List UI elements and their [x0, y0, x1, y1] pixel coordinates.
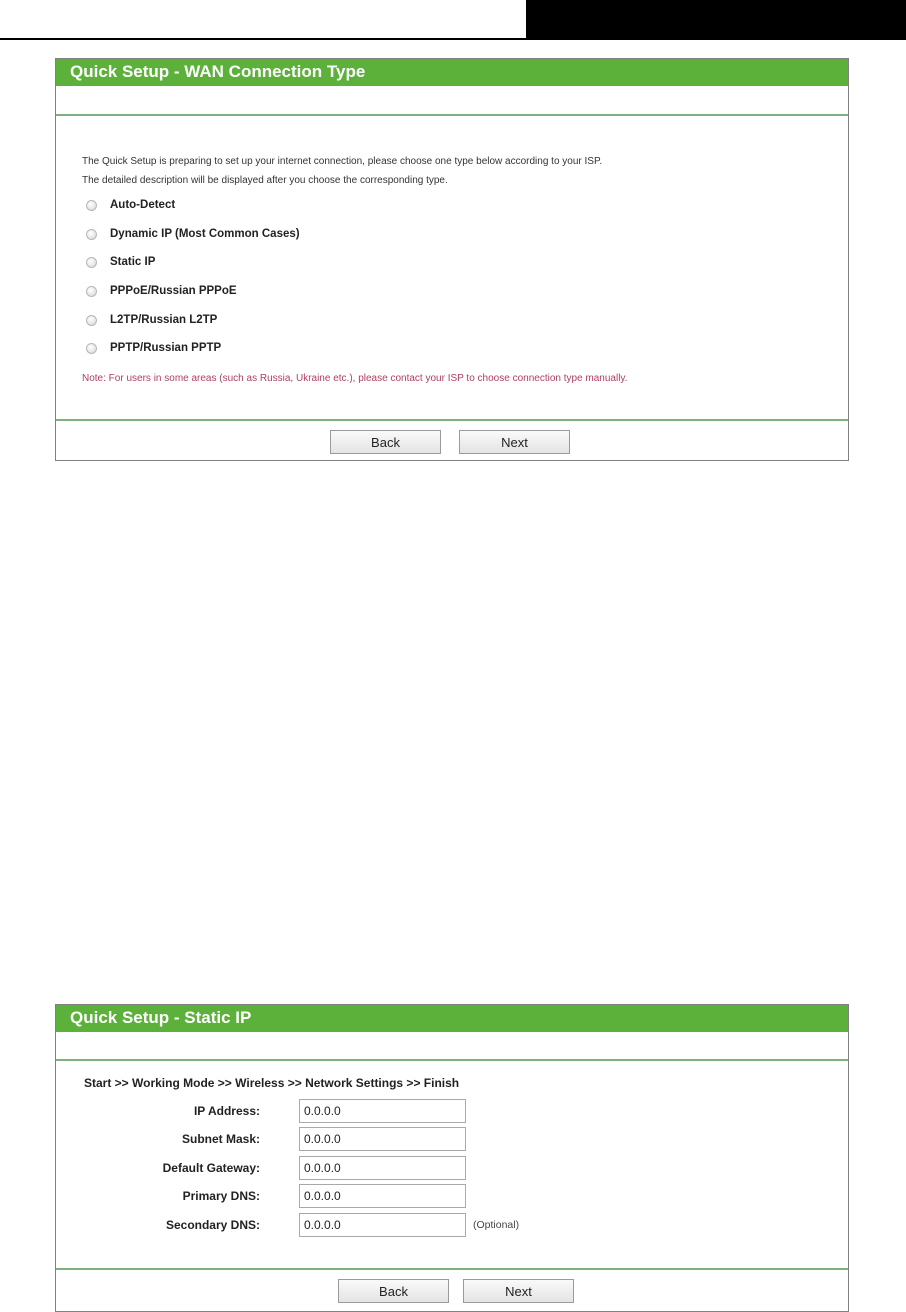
subnet-mask-label: Subnet Mask: — [181, 1132, 260, 1146]
wan-note: Note: For users in some areas (such as Russia, Ukraine etc.), please contact your ISP to choose connection type manually. — [82, 373, 628, 384]
wan-connection-panel — [55, 58, 849, 461]
option-pptp[interactable] — [86, 338, 221, 358]
static-bottom-separator — [56, 1268, 848, 1270]
secondary-dns-input[interactable] — [299, 1213, 466, 1237]
static-ip-panel — [55, 1004, 849, 1312]
primary-dns-input[interactable] — [299, 1184, 466, 1208]
radio-pptp[interactable] — [86, 343, 97, 354]
option-l2tp[interactable] — [86, 310, 217, 330]
next-button[interactable]: Next — [463, 1279, 574, 1303]
radio-l2tp[interactable] — [86, 315, 97, 326]
option-label: PPPoE/Russian PPPoE — [110, 285, 237, 297]
radio-pppoe[interactable] — [86, 286, 97, 297]
default-gateway-label: Default Gateway: — [162, 1161, 260, 1175]
option-static-ip[interactable] — [86, 252, 155, 272]
back-button[interactable]: Back — [330, 430, 441, 454]
wan-panel-title: Quick Setup - WAN Connection Type — [56, 59, 848, 86]
static-panel-title: Quick Setup - Static IP — [56, 1005, 848, 1032]
header-black-bar — [526, 0, 906, 40]
back-button[interactable]: Back — [338, 1279, 449, 1303]
ip-address-label: IP Address: — [193, 1104, 260, 1118]
option-dynamic-ip[interactable] — [86, 224, 300, 244]
radio-dynamic-ip[interactable] — [86, 229, 97, 240]
wan-description-line-2: The detailed description will be displayed after you choose the corresponding type. — [82, 175, 448, 186]
primary-dns-label: Primary DNS: — [182, 1189, 260, 1203]
option-auto-detect[interactable] — [86, 195, 175, 215]
radio-auto-detect[interactable] — [86, 200, 97, 211]
secondary-dns-label: Secondary DNS: — [165, 1218, 260, 1232]
wan-top-separator — [56, 114, 848, 116]
wan-description-line-1: The Quick Setup is preparing to set up your internet connection, please choose one type below according to your ISP. — [82, 156, 603, 167]
default-gateway-input[interactable] — [299, 1156, 466, 1180]
option-label: PPTP/Russian PPTP — [110, 342, 222, 354]
option-label: Auto-Detect — [110, 199, 176, 211]
breadcrumb: Start >> Working Mode >> Wireless >> Network Settings >> Finish — [84, 1076, 460, 1090]
static-top-separator — [56, 1059, 848, 1061]
wan-bottom-separator — [56, 419, 848, 421]
next-button[interactable]: Next — [459, 430, 570, 454]
option-pppoe[interactable] — [86, 281, 237, 301]
ip-address-input[interactable] — [299, 1099, 466, 1123]
option-label: L2TP/Russian L2TP — [110, 314, 218, 326]
option-label: Static IP — [110, 256, 156, 268]
subnet-mask-input[interactable] — [299, 1127, 466, 1151]
optional-hint: (Optional) — [473, 1219, 520, 1231]
option-label: Dynamic IP (Most Common Cases) — [110, 228, 300, 240]
radio-static-ip[interactable] — [86, 257, 97, 268]
